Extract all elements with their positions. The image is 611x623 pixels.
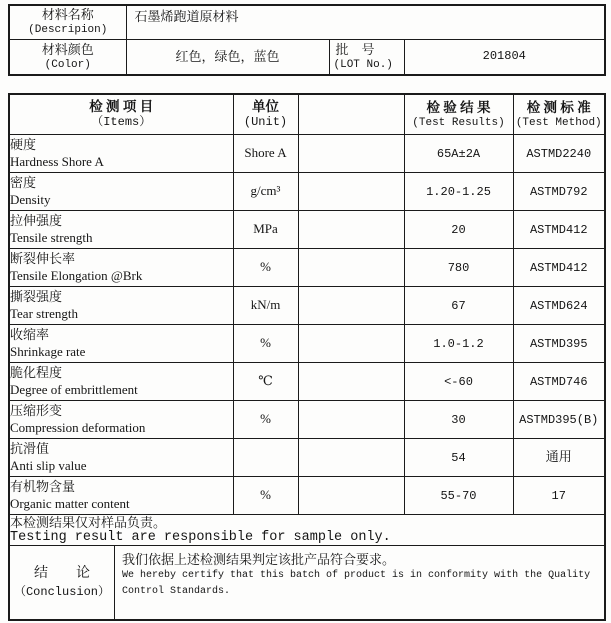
material-color-value: 红色，绿色，蓝色: [175, 48, 280, 64]
lot-value-cell: [404, 39, 605, 75]
item-name-en: Degree of embrittlement: [10, 381, 138, 397]
unit-cell: [233, 210, 298, 248]
header-method-zh: 检 测 标 准: [526, 99, 591, 115]
item-cell: [9, 476, 233, 514]
unit-value: %: [260, 259, 271, 274]
method-value: ASTMD395: [529, 337, 588, 351]
item-cell: [9, 172, 233, 210]
lot-label-en: (LOT No.): [333, 58, 393, 71]
item-name-zh: 抗滑值: [10, 440, 50, 456]
material-name-value: 石墨烯跑道原材料: [134, 9, 239, 24]
material-name-label-zh: 材料名称: [41, 7, 94, 23]
item-name-zh: 拉伸强度: [10, 212, 63, 228]
material-name-value-cell: [126, 5, 605, 39]
lot-value: 201804: [482, 49, 526, 64]
disclaimer-row: [9, 514, 605, 545]
unit-cell: [233, 400, 298, 438]
blank-cell: [298, 248, 404, 286]
header-results-zh: 检 验 结 果: [426, 99, 491, 115]
conclusion-text-en-line2: Control Standards.: [122, 585, 231, 597]
table-row-shrinkage: [9, 324, 605, 362]
header-results-cell: [404, 94, 513, 134]
method-cell: [513, 210, 605, 248]
unit-value: Shore A: [244, 145, 287, 160]
method-cell: [513, 324, 605, 362]
method-value: 通用: [545, 449, 572, 464]
unit-value: %: [260, 335, 271, 350]
unit-cell: [233, 248, 298, 286]
material-color-label-cell: [9, 39, 126, 75]
method-value: ASTMD412: [529, 261, 588, 275]
item-name-zh: 硬度: [10, 136, 37, 152]
result-cell: [404, 476, 513, 514]
disclaimer-zh: 本检测结果仅对样品负责。: [10, 514, 167, 530]
conclusion-wrap: [10, 546, 604, 619]
item-cell: [9, 438, 233, 476]
blank-cell: [298, 362, 404, 400]
conclusion-text-zh: 我们依据上述检测结果判定该批产品符合要求。: [122, 551, 396, 567]
material-name-label-cell: [9, 5, 126, 39]
unit-cell: [233, 362, 298, 400]
method-cell: [513, 248, 605, 286]
blank-cell: [298, 172, 404, 210]
unit-cell: [233, 324, 298, 362]
method-value: ASTMD395(B): [519, 413, 599, 427]
result-value: 30: [451, 413, 466, 427]
header-row: [9, 94, 605, 134]
blank-cell: [298, 286, 404, 324]
lot-label-cell: [329, 39, 404, 75]
method-cell: [513, 400, 605, 438]
unit-cell: [233, 172, 298, 210]
item-cell: [9, 134, 233, 172]
result-cell: [404, 400, 513, 438]
table-row-compression: [9, 400, 605, 438]
unit-value: MPa: [253, 221, 278, 236]
item-name-en: Anti slip value: [10, 457, 87, 473]
material-color-label-zh: 材料颜色: [41, 41, 94, 57]
item-name-en: Hardness Shore A: [10, 153, 104, 169]
result-value: 67: [451, 299, 466, 313]
result-cell: [404, 362, 513, 400]
table-row-organic-content: [9, 476, 605, 514]
method-cell: [513, 134, 605, 172]
item-cell: [9, 362, 233, 400]
item-name-en: Shrinkage rate: [10, 343, 86, 359]
unit-cell: [233, 286, 298, 324]
item-name-zh: 密度: [10, 174, 37, 190]
blank-cell: [298, 476, 404, 514]
unit-value: kN/m: [250, 297, 281, 312]
result-value: 780: [447, 261, 470, 275]
table-row-tensile-strength: [9, 210, 605, 248]
unit-value: g/cm³: [250, 183, 281, 198]
method-cell: [513, 286, 605, 324]
table-row-hardness: [9, 134, 605, 172]
table-row-elongation: [9, 248, 605, 286]
header-unit-en: (Unit): [243, 115, 288, 130]
method-cell: [513, 172, 605, 210]
method-value: ASTMD746: [529, 375, 588, 389]
method-value: ASTMD792: [529, 185, 588, 199]
method-value: ASTMD412: [529, 223, 588, 237]
header-method-cell: [513, 94, 605, 134]
material-color-label-en: (Color): [44, 58, 91, 71]
item-name-zh: 有机物含量: [10, 478, 76, 494]
lot-label-zh: 批 号: [335, 41, 375, 57]
header-unit-zh: 单位: [252, 99, 279, 115]
header-method-en: (Test Method): [515, 116, 602, 129]
result-cell: [404, 438, 513, 476]
unit-value: %: [260, 411, 271, 426]
result-cell: [404, 210, 513, 248]
disclaimer-cell: [9, 514, 605, 545]
header-items-zh: 检 测 项 目: [89, 99, 154, 115]
header-items-cell: [9, 94, 233, 134]
header-unit-cell: [233, 94, 298, 134]
test-results-table: [8, 93, 606, 621]
table-row-embrittlement: [9, 362, 605, 400]
result-cell: [404, 134, 513, 172]
unit-cell: [233, 134, 298, 172]
method-cell: [513, 362, 605, 400]
result-cell: [404, 286, 513, 324]
result-cell: [404, 172, 513, 210]
unit-value: %: [260, 487, 271, 502]
result-value: 65A±2A: [436, 147, 481, 161]
result-value: 1.0-1.2: [433, 337, 484, 351]
blank-cell: [298, 438, 404, 476]
blank-cell: [298, 210, 404, 248]
item-name-en: Organic matter content: [10, 495, 130, 511]
result-value: 55-70: [440, 489, 477, 503]
material-color-value-cell: [126, 39, 329, 75]
conclusion-body: [115, 546, 604, 619]
item-cell: [9, 400, 233, 438]
conclusion-text-en-line1: We hereby certify that this batch of product is in conformity with the Quality: [122, 569, 591, 581]
unit-value: ℃: [258, 373, 273, 388]
item-name-en: Density: [10, 191, 51, 207]
blank-cell: [298, 134, 404, 172]
item-name-zh: 脆化程度: [10, 364, 63, 380]
material-color-row: [9, 39, 605, 75]
item-name-en: Tear strength: [10, 305, 79, 321]
blank-cell: [298, 324, 404, 362]
table-row-density: [9, 172, 605, 210]
item-cell: [9, 248, 233, 286]
method-cell: [513, 476, 605, 514]
conclusion-label-en: （Conclusion）: [13, 585, 110, 599]
item-name-zh: 收缩率: [10, 326, 50, 342]
item-name-en: Compression deformation: [10, 419, 146, 435]
unit-cell: [233, 438, 298, 476]
conclusion-row: [9, 545, 605, 620]
header-blank-cell: [298, 94, 404, 134]
table-row-anti-slip: [9, 438, 605, 476]
item-name-zh: 断裂伸长率: [10, 250, 76, 266]
conclusion-label-zh: 结 论: [34, 566, 90, 581]
result-value: <-60: [444, 375, 473, 389]
result-value: 1.20-1.25: [426, 185, 491, 199]
result-cell: [404, 248, 513, 286]
conclusion-cell: [9, 545, 605, 620]
material-name-row: [9, 5, 605, 39]
method-cell: [513, 438, 605, 476]
item-name-zh: 撕裂强度: [10, 288, 63, 304]
material-name-label-en: (Descripion): [28, 24, 108, 37]
item-name-zh: 压缩形变: [10, 402, 63, 418]
method-value: ASTMD624: [529, 299, 588, 313]
item-cell: [9, 324, 233, 362]
material-info-table: [8, 4, 606, 76]
method-value: 17: [551, 489, 566, 503]
method-value: ASTMD2240: [526, 147, 592, 161]
result-value: 54: [451, 451, 466, 465]
blank-cell: [298, 400, 404, 438]
table-row-tear-strength: [9, 286, 605, 324]
unit-cell: [233, 476, 298, 514]
conclusion-label-cell: [10, 546, 115, 619]
item-name-en: Tensile Elongation @Brk: [10, 267, 143, 283]
header-items-en: （Items）: [91, 115, 152, 130]
item-name-en: Tensile strength: [10, 229, 93, 245]
disclaimer-en: Testing result are responsible for sample only.: [10, 529, 391, 545]
header-results-en: (Test Results): [412, 116, 505, 129]
item-cell: [9, 210, 233, 248]
item-cell: [9, 286, 233, 324]
result-value: 20: [451, 223, 466, 237]
result-cell: [404, 324, 513, 362]
